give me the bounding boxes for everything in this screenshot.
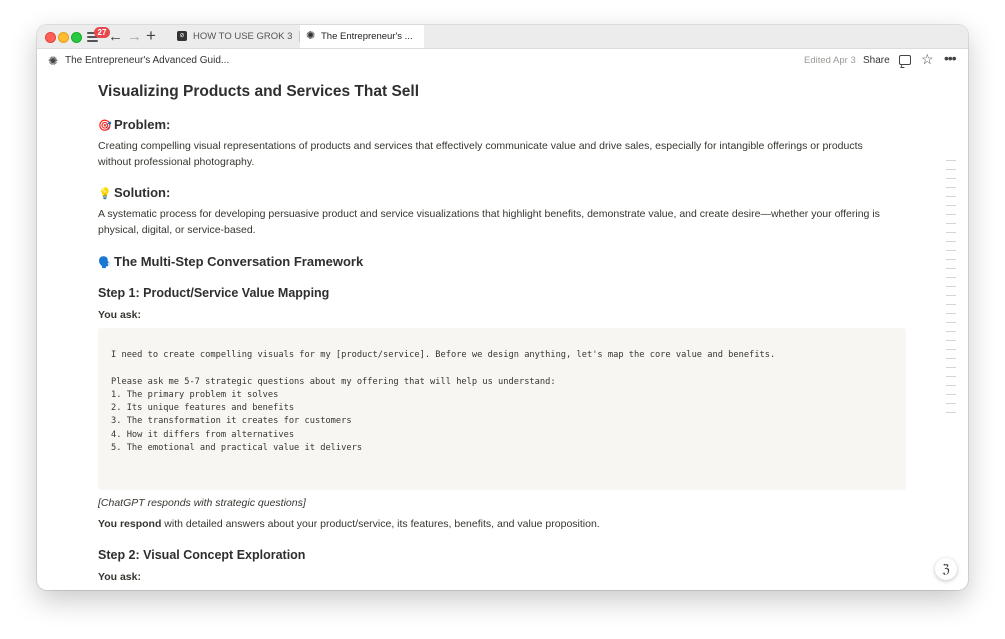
tab-entrepreneur-guide[interactable] [300, 25, 424, 48]
you-respond-bold: You respond [98, 518, 162, 530]
code-text [111, 349, 775, 455]
forward-arrow-icon[interactable]: → [127, 28, 142, 45]
chatgpt-response-note: [ChatGPT responds with strategic questions] [98, 497, 306, 509]
framework-heading: 🗣️ The Multi-Step Conversation Framework [98, 254, 364, 269]
help-icon[interactable]: ℨ [935, 558, 957, 580]
code-line: 2. Its unique features and benefits [111, 403, 295, 414]
problem-heading: 🎯 Problem: [98, 117, 171, 132]
you-respond-text [98, 518, 600, 530]
code-line: 5. The emotional and practical value it delivers [111, 443, 363, 454]
tab-grok[interactable] [168, 25, 298, 48]
code-line: 4. How it differs from alternatives [111, 429, 295, 440]
more-options-icon[interactable]: ••• [944, 50, 956, 66]
page-outline[interactable] [946, 160, 956, 420]
new-tab-plus-icon[interactable]: + [146, 26, 156, 45]
tab-bar [37, 25, 968, 49]
code-line: I need to create compelling visuals for my [product/service]. Before we design anything, let's map the core value and benefits. [111, 350, 776, 360]
edited-timestamp: Edited Apr 3 [804, 55, 856, 66]
step2-heading: Step 2: Visual Concept Exploration [98, 548, 306, 562]
solution-heading: 💡 Solution: [98, 185, 171, 200]
minimize-window-button[interactable] [58, 32, 69, 43]
you-ask-label: You ask: [98, 571, 141, 583]
comment-icon[interactable] [899, 55, 911, 65]
back-arrow-icon[interactable]: ← [108, 28, 123, 45]
lightbulb-icon: 💡 [98, 188, 112, 200]
you-respond-rest: with detailed answers about your product/service, its features, benefits, and value proposition. [161, 518, 600, 530]
step1-heading: Step 1: Product/Service Value Mapping [98, 286, 330, 300]
openai-icon: ✺ [48, 54, 59, 68]
tab-label: HOW TO USE GROK 3 [193, 31, 293, 42]
page-header [37, 49, 968, 75]
you-ask-label: You ask: [98, 309, 141, 321]
solution-text: A systematic process for developing persuasive product and service visualizations that highlight benefits, demonstrate value, and create desire—whether your offering is physical, digital, or service-based. [98, 208, 880, 236]
browser-window [37, 25, 968, 590]
zoom-window-button[interactable] [71, 32, 82, 43]
code-line [111, 362, 775, 375]
page-title: Visualizing Products and Services That Sell [98, 83, 420, 100]
page-breadcrumb-title[interactable]: The Entrepreneur's Advanced Guid... [65, 55, 230, 66]
share-button[interactable]: Share [863, 55, 890, 66]
problem-text: Creating compelling visual representations of products and services that effectively communicate value and drive sales, especially for intangible offerings or products without professional photography. [98, 140, 863, 168]
code-line: 1. The primary problem it solves [111, 389, 279, 400]
code-line: 3. The transformation it creates for customers [111, 416, 352, 427]
star-icon[interactable]: ☆ [921, 51, 934, 67]
code-line: Please ask me 5-7 strategic questions about my offering that will help us understand: [111, 376, 556, 387]
close-window-button[interactable] [45, 32, 56, 43]
target-icon: 🎯 [98, 120, 112, 132]
speaking-head-icon: 🗣️ [98, 257, 112, 269]
openai-icon: ✺ [306, 30, 316, 42]
tab-label: The Entrepreneur's ... [321, 31, 413, 42]
code-block[interactable] [98, 328, 906, 490]
grok-icon: ⊘ [177, 31, 187, 41]
notification-badge: 27 [94, 27, 110, 38]
